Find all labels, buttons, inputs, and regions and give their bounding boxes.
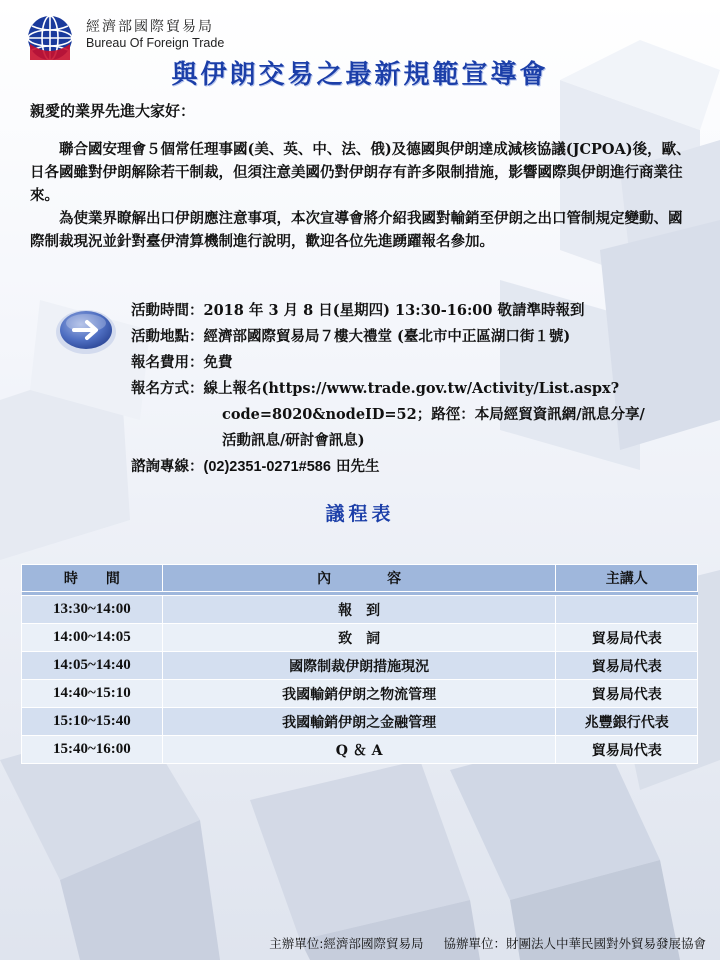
contact-phone: (02)2351-0271#586 bbox=[203, 459, 331, 475]
event-details bbox=[131, 298, 711, 480]
event-fee-label: 報名費用： bbox=[131, 354, 204, 371]
registration-line-3: 活動訊息/研討會訊息) bbox=[222, 432, 365, 449]
row-time: 14:05~14:40 bbox=[22, 652, 163, 680]
row-speaker: 貿易局代表 bbox=[556, 736, 698, 764]
table-row bbox=[22, 652, 698, 680]
row-speaker: 兆豐銀行代表 bbox=[556, 708, 698, 736]
row-speaker: 貿易局代表 bbox=[556, 624, 698, 652]
row-content: 我國輸銷伊朗之物流管理 bbox=[162, 680, 556, 708]
intro-paragraph-2: 為使業界瞭解出口伊朗應注意事項，本次宣導會將介紹我國對輸銷至伊朗之出口管制規定變動、國際制裁現況並針對臺伊清算機制進行說明，歡迎各位先進踴躍報名參加。 bbox=[30, 210, 683, 250]
arrow-right-icon bbox=[54, 298, 118, 362]
agenda-header-row bbox=[22, 565, 698, 592]
row-speaker bbox=[556, 596, 698, 624]
org-name-zh: 經濟部國際貿易局 bbox=[86, 19, 214, 35]
header-time: 時 間 bbox=[22, 565, 163, 592]
header-content: 內 容 bbox=[162, 565, 556, 592]
row-speaker: 貿易局代表 bbox=[556, 652, 698, 680]
event-location-row bbox=[131, 324, 711, 350]
event-location-value: 經濟部國際貿易局７樓大禮堂 (臺北市中正區湖口街１號) bbox=[203, 328, 571, 345]
table-row bbox=[22, 596, 698, 624]
org-name-en: Bureau Of Foreign Trade bbox=[86, 36, 225, 50]
header-speaker: 主講人 bbox=[556, 565, 698, 592]
event-fee-value: 免費 bbox=[203, 354, 233, 371]
greeting: 親愛的業界先進大家好： bbox=[30, 102, 196, 120]
footer-co-organizer: 協辦單位：財團法人中華民國對外貿易發展協會 bbox=[443, 936, 706, 951]
agenda-table bbox=[21, 564, 698, 764]
intro-paragraph-1: 聯合國安理會５個常任理事國(美、英、中、法、俄)及德國與伊朗達成減核協議(JCPOA)後，歐、日各國雖對伊朗解除若干制裁，但須注意美國仍對伊朗存有許多限制措施，影響國際與伊朗進行商業往來。 bbox=[30, 141, 691, 204]
event-fee-row bbox=[131, 350, 711, 376]
registration-row bbox=[131, 376, 711, 402]
row-time: 13:30~14:00 bbox=[22, 596, 163, 624]
registration-line-2[interactable]: code=8020&nodeID=52；路徑：本局經貿資訊網/訊息分享/ bbox=[222, 406, 645, 423]
table-row bbox=[22, 680, 698, 708]
contact-row bbox=[131, 454, 711, 480]
event-time-row bbox=[131, 298, 711, 324]
table-row bbox=[22, 708, 698, 736]
contact-person: 田先生 bbox=[330, 458, 380, 475]
registration-label: 報名方式： bbox=[131, 380, 204, 397]
row-time: 15:40~16:00 bbox=[22, 736, 163, 764]
event-location-label: 活動地點： bbox=[131, 328, 204, 345]
footer-organizers bbox=[269, 934, 706, 952]
table-row bbox=[22, 624, 698, 652]
event-time-label: 活動時間： bbox=[131, 302, 204, 319]
row-content: Q ＆ A bbox=[162, 736, 556, 764]
row-content: 報 到 bbox=[162, 596, 556, 624]
row-content: 致 詞 bbox=[162, 624, 556, 652]
row-time: 14:40~15:10 bbox=[22, 680, 163, 708]
page-title: 與伊朗交易之最新規範宣導會 bbox=[171, 60, 549, 90]
row-speaker: 貿易局代表 bbox=[556, 680, 698, 708]
contact-label: 諮詢專線： bbox=[131, 458, 204, 475]
registration-line-1[interactable]: 線上報名(https://www.trade.gov.tw/Activity/List.aspx? bbox=[203, 380, 620, 397]
agenda-title: 議程表 bbox=[325, 503, 395, 525]
row-time: 15:10~15:40 bbox=[22, 708, 163, 736]
table-row bbox=[22, 736, 698, 764]
event-time-value: 2018 年 3 月 8 日(星期四) 13:30-16:00 敬請準時報到 bbox=[203, 302, 585, 319]
row-time: 14:00~14:05 bbox=[22, 624, 163, 652]
row-content: 我國輸銷伊朗之金融管理 bbox=[162, 708, 556, 736]
footer-organizer: 主辦單位:經濟部國際貿易局 bbox=[269, 936, 424, 951]
row-content: 國際制裁伊朗措施現況 bbox=[162, 652, 556, 680]
